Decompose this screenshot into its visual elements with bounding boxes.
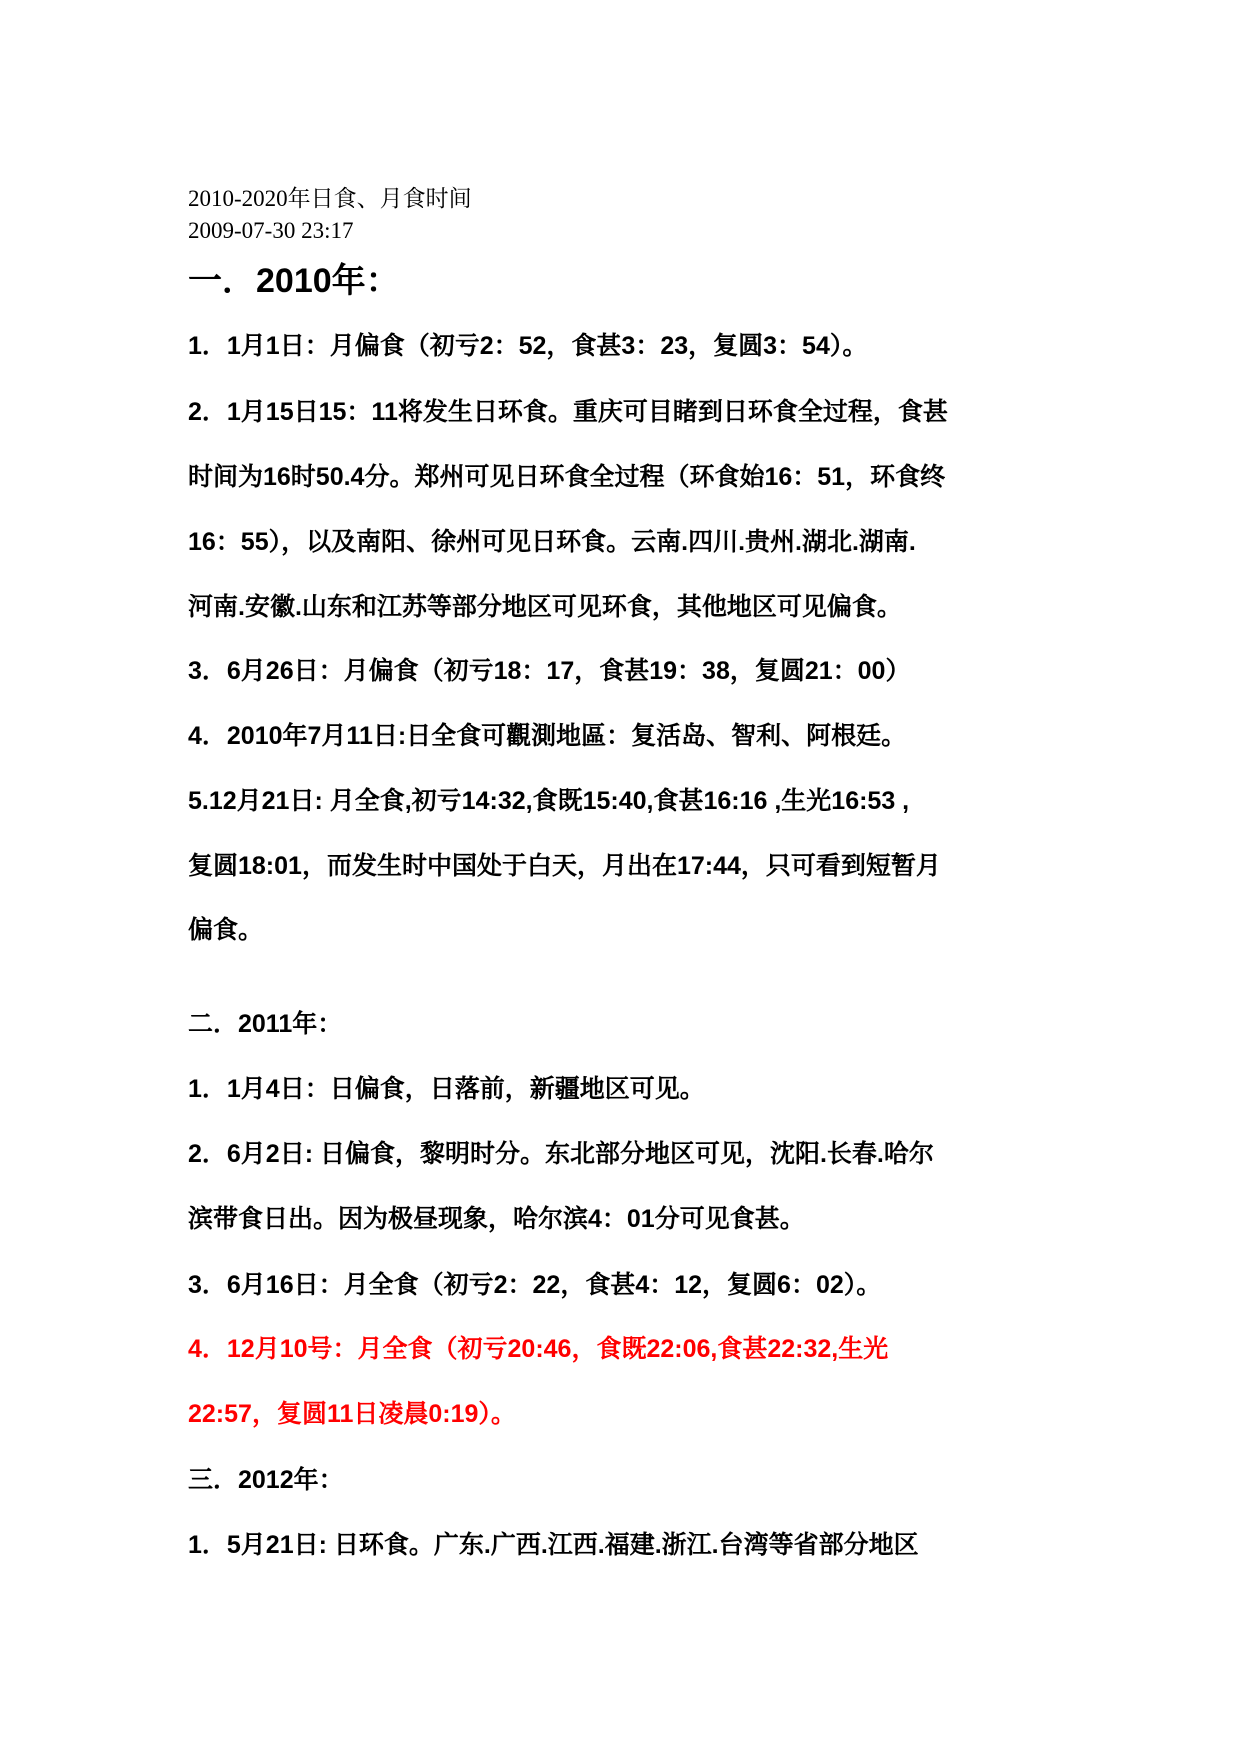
list-item: 2．6月2日: 日偏食，黎明时分。东北部分地区可见，沈阳.长春.哈尔 bbox=[188, 1140, 934, 1168]
list-item: 复圆18:01，而发生时中国处于白天，月出在17:44，只可看到短暂月 bbox=[188, 852, 941, 880]
list-item: 2．1月15日15：11将发生日环食。重庆可目睹到日环食全过程，食甚 bbox=[188, 398, 948, 426]
list-item: 滨带食日出。因为极昼现象，哈尔滨4：01分可见食甚。 bbox=[188, 1205, 805, 1233]
section-heading-2012: 三．2012年： bbox=[188, 1466, 344, 1494]
list-item: 16：55），以及南阳、徐州可见日环食。云南.四川.贵州.湖北.湖南. bbox=[188, 528, 916, 556]
doc-title: 2010-2020年日食、月食时间 bbox=[188, 186, 472, 211]
list-item: 3．6月16日：月全食（初亏2：22，食甚4：12，复圆6：02）。 bbox=[188, 1271, 882, 1299]
list-item: 1．1月4日：日偏食，日落前，新疆地区可见。 bbox=[188, 1075, 705, 1103]
highlighted-list-item: 22:57，复圆11日凌晨0:19）。 bbox=[188, 1400, 516, 1428]
doc-date: 2009-07-30 23:17 bbox=[188, 218, 354, 243]
list-item: 3．6月26日：月偏食（初亏18：17，食甚19：38，复圆21：00） bbox=[188, 657, 911, 685]
section-heading-2010: 一．2010年： bbox=[188, 262, 400, 300]
list-item: 时间为16时50.4分。郑州可见日环食全过程（环食始16：51，环食终 bbox=[188, 463, 946, 491]
list-item: 1．5月21日: 日环食。广东.广西.江西.福建.浙江.台湾等省部分地区 bbox=[188, 1531, 919, 1559]
list-item: 河南.安徽.山东和江苏等部分地区可见环食，其他地区可见偏食。 bbox=[188, 593, 902, 621]
list-item: 偏食。 bbox=[188, 916, 264, 944]
list-item: 4．2010年7月11日:日全食可觀測地區：复活岛、智利、阿根廷。 bbox=[188, 722, 907, 750]
list-item: 5.12月21日: 月全食,初亏14:32,食既15:40,食甚16:16 ,生光16:53 , bbox=[188, 787, 910, 815]
highlighted-list-item: 4．12月10号：月全食（初亏20:46，食既22:06,食甚22:32,生光 bbox=[188, 1335, 889, 1363]
section-heading-2011: 二．2011年： bbox=[188, 1010, 343, 1038]
list-item: 1．1月1日：月偏食（初亏2：52，食甚3：23，复圆3：54）。 bbox=[188, 332, 868, 360]
